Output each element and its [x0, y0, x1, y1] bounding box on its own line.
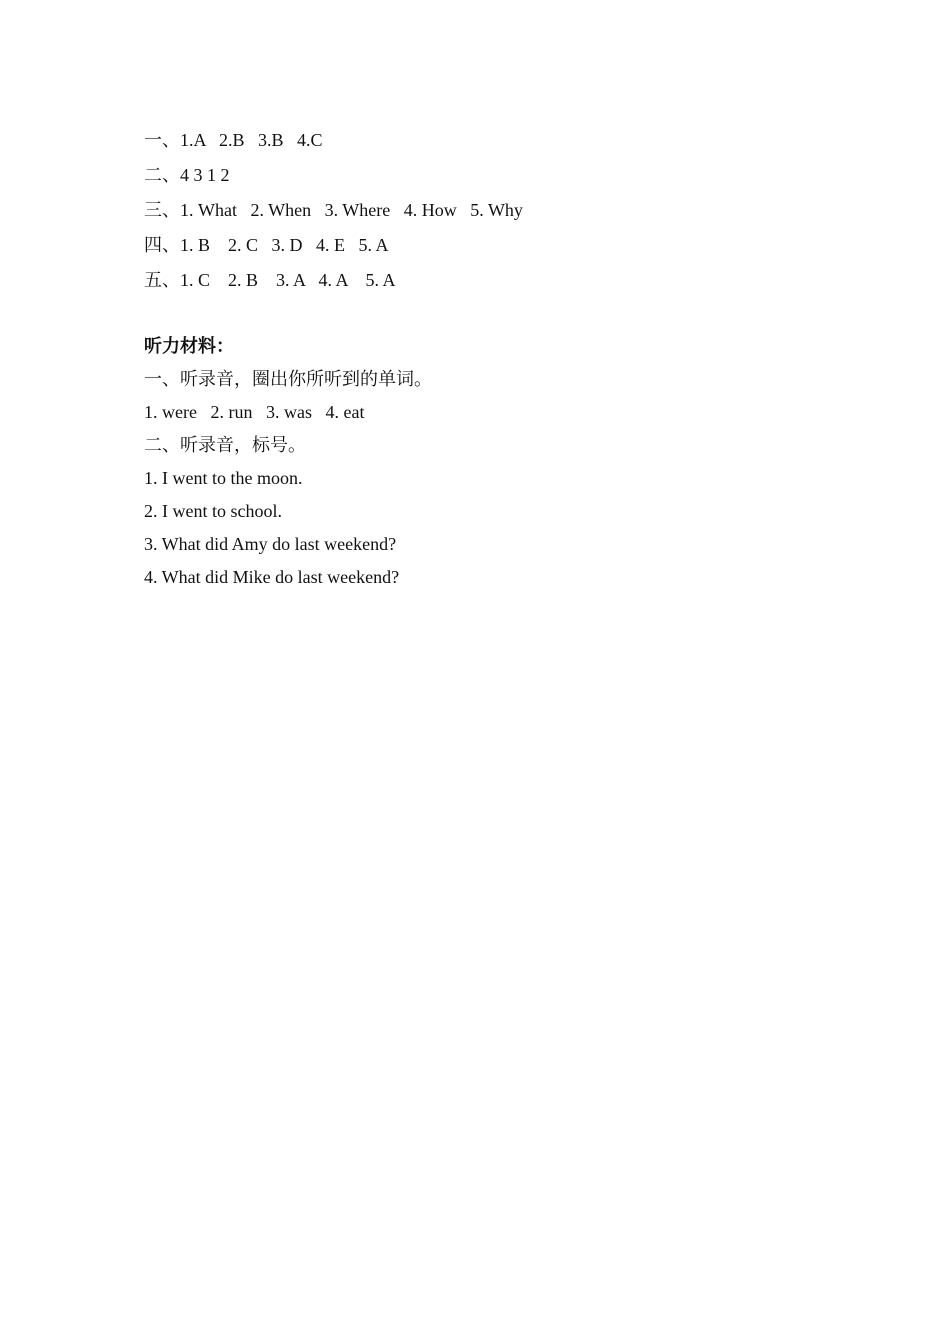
- listening-sentence-4: 4. What did Mike do last weekend?: [144, 567, 400, 587]
- answer-key: [144, 123, 784, 298]
- listening-sentence-2: 2. I went to school.: [144, 501, 282, 521]
- listening-material: [144, 330, 784, 594]
- listening-title: 听力材料：: [144, 336, 234, 356]
- listening-sentence-1: 1. I went to the moon.: [144, 468, 303, 488]
- listening-part-1-heading: 一、听录音，圈出你所听到的单词。: [144, 369, 432, 389]
- listening-part-1-words: 1. were 2. run 3. was 4. eat: [144, 402, 365, 422]
- listening-sentence-3: 3. What did Amy do last weekend?: [144, 534, 397, 554]
- listening-part-2-heading: 二、听录音，标号。: [144, 435, 306, 455]
- answer-section-4: 四、1. B 2. C 3. D 4. E 5. A: [144, 235, 389, 255]
- answer-section-5: 五、1. C 2. B 3. A 4. A 5. A: [144, 270, 396, 290]
- answer-section-3: 三、1. What 2. When 3. Where 4. How 5. Why: [144, 200, 523, 220]
- answer-section-1: 一、1.A 2.B 3.B 4.C: [144, 130, 323, 150]
- answer-section-2: 二、4 3 1 2: [144, 165, 230, 185]
